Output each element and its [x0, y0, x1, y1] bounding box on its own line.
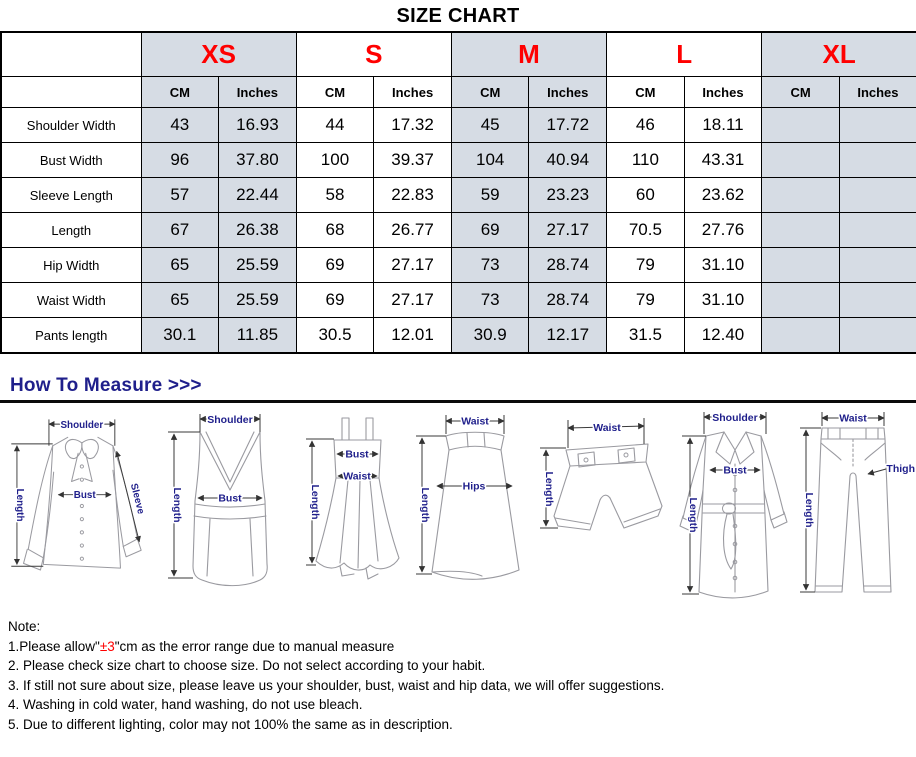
figure-label: Length — [13, 488, 25, 522]
table-row — [1, 318, 916, 354]
figure-blouse — [0, 406, 160, 606]
figure-label: Waist — [839, 412, 867, 425]
unit-header-m-inches: Inches — [529, 77, 607, 108]
value-cell — [839, 318, 916, 354]
value-cell: 12.17 — [529, 318, 607, 354]
value-cell: 27.17 — [374, 283, 452, 318]
value-cell: 68 — [296, 213, 374, 248]
figure-label: Waist — [343, 470, 371, 483]
unit-header-xl-cm: CM — [762, 77, 840, 108]
corner-cell — [1, 32, 141, 77]
note-line-2: 2. Please check size chart to choose size. Do not select according to your habit. — [8, 658, 486, 673]
value-cell: 100 — [296, 143, 374, 178]
notes-heading: Note: — [8, 619, 41, 634]
value-cell — [762, 283, 840, 318]
how-to-measure-heading: How To Measure >>> — [10, 375, 202, 396]
size-header-m: M — [451, 32, 606, 77]
value-cell — [762, 178, 840, 213]
value-cell: 43.31 — [684, 143, 762, 178]
note-line-1 — [8, 637, 916, 657]
value-cell: 40.94 — [529, 143, 607, 178]
figure-label: Hips — [462, 480, 486, 493]
notes-section — [0, 608, 916, 734]
figure-label: Sleeve — [127, 482, 147, 516]
figure-label: Bust — [73, 490, 96, 501]
unit-header-l-inches: Inches — [684, 77, 762, 108]
value-cell: 45 — [451, 108, 529, 143]
value-cell: 58 — [296, 178, 374, 213]
value-cell: 12.01 — [374, 318, 452, 354]
table-row — [1, 283, 916, 318]
value-cell — [839, 143, 916, 178]
value-cell: 30.9 — [451, 318, 529, 354]
size-header-xl: XL — [762, 32, 916, 77]
unit-header-row — [1, 77, 916, 108]
value-cell: 28.74 — [529, 283, 607, 318]
size-header-l: L — [607, 32, 762, 77]
value-cell: 79 — [607, 283, 685, 318]
measure-figures — [0, 406, 916, 608]
figure-label: Waist — [593, 422, 621, 434]
unit-header-s-inches: Inches — [374, 77, 452, 108]
figure-label: Shoulder — [60, 419, 104, 431]
value-cell: 73 — [451, 283, 529, 318]
unit-header-xs-inches: Inches — [219, 77, 297, 108]
table-row — [1, 143, 916, 178]
size-header-row — [1, 32, 916, 77]
figure-label: Length — [803, 492, 815, 528]
value-cell: 25.59 — [219, 283, 297, 318]
row-label: Bust Width — [1, 143, 141, 178]
value-cell: 26.38 — [219, 213, 297, 248]
value-cell: 69 — [296, 283, 374, 318]
value-cell: 12.40 — [684, 318, 762, 354]
value-cell: 110 — [607, 143, 685, 178]
value-cell: 30.5 — [296, 318, 374, 354]
size-header-s: S — [296, 32, 451, 77]
value-cell: 60 — [607, 178, 685, 213]
figure-label: Bust — [723, 464, 747, 477]
note-1-suffix: "cm as the error range due to manual measure — [114, 638, 395, 654]
note-line-4: 4. Washing in cold water, hand washing, do not use bleach. — [8, 697, 363, 712]
table-row — [1, 178, 916, 213]
figure-label: Waist — [461, 415, 489, 428]
value-cell: 30.1 — [141, 318, 219, 354]
figure-label: Bust — [345, 448, 369, 461]
value-cell: 57 — [141, 178, 219, 213]
value-cell: 67 — [141, 213, 219, 248]
size-header-xs: XS — [141, 32, 296, 77]
value-cell — [839, 213, 916, 248]
table-row — [1, 108, 916, 143]
unit-header-m-cm: CM — [451, 77, 529, 108]
value-cell: 69 — [451, 213, 529, 248]
value-cell: 22.44 — [219, 178, 297, 213]
row-label: Shoulder Width — [1, 108, 141, 143]
value-cell — [762, 143, 840, 178]
row-label: Hip Width — [1, 248, 141, 283]
value-cell: 22.83 — [374, 178, 452, 213]
size-chart-table — [0, 31, 916, 354]
unit-header-s-cm: CM — [296, 77, 374, 108]
figure-label: Length — [419, 487, 431, 523]
note-1-prefix: 1.Please allow" — [8, 638, 100, 654]
figure-pants — [796, 406, 916, 606]
value-cell: 69 — [296, 248, 374, 283]
table-row — [1, 213, 916, 248]
value-cell: 16.93 — [219, 108, 297, 143]
value-cell: 104 — [451, 143, 529, 178]
figure-coat — [666, 406, 796, 606]
value-cell — [762, 318, 840, 354]
value-cell: 44 — [296, 108, 374, 143]
value-cell: 11.85 — [219, 318, 297, 354]
note-1-tolerance: ±3 — [99, 638, 115, 654]
value-cell: 65 — [141, 248, 219, 283]
unit-header-xs-cm: CM — [141, 77, 219, 108]
figure-dress — [300, 406, 412, 606]
value-cell: 28.74 — [529, 248, 607, 283]
value-cell: 17.72 — [529, 108, 607, 143]
value-cell: 27.76 — [684, 213, 762, 248]
value-cell: 59 — [451, 178, 529, 213]
figure-label: Length — [309, 484, 321, 520]
value-cell: 27.17 — [529, 213, 607, 248]
value-cell: 79 — [607, 248, 685, 283]
note-line-3: 3. If still not sure about size, please leave us your shoulder, bust, waist and hip data, we will offer suggestions. — [8, 677, 665, 693]
value-cell: 25.59 — [219, 248, 297, 283]
figure-tank-top — [160, 406, 300, 606]
unit-header-xl-inches: Inches — [839, 77, 916, 108]
row-label: Sleeve Length — [1, 178, 141, 213]
value-cell: 31.10 — [684, 283, 762, 318]
value-cell — [762, 248, 840, 283]
value-cell: 23.62 — [684, 178, 762, 213]
value-cell: 43 — [141, 108, 219, 143]
figure-label: Length — [687, 497, 699, 533]
figure-shorts — [534, 406, 666, 606]
note-line-5: 5. Due to different lighting, color may not 100% the same as in description. — [8, 716, 453, 732]
value-cell: 31.5 — [607, 318, 685, 354]
value-cell — [839, 178, 916, 213]
figure-skirt — [412, 406, 534, 606]
value-cell: 37.80 — [219, 143, 297, 178]
value-cell — [762, 213, 840, 248]
corner-cell — [1, 77, 141, 108]
value-cell: 31.10 — [684, 248, 762, 283]
page-title: SIZE CHART — [396, 5, 520, 27]
table-row — [1, 248, 916, 283]
row-label: Length — [1, 213, 141, 248]
value-cell: 27.17 — [374, 248, 452, 283]
value-cell — [839, 283, 916, 318]
value-cell: 26.77 — [374, 213, 452, 248]
value-cell: 18.11 — [684, 108, 762, 143]
how-to-measure-section — [0, 375, 916, 403]
value-cell — [839, 248, 916, 283]
value-cell: 73 — [451, 248, 529, 283]
value-cell: 70.5 — [607, 213, 685, 248]
figure-label: Shoulder — [712, 412, 758, 424]
value-cell: 39.37 — [374, 143, 452, 178]
unit-header-l-cm: CM — [607, 77, 685, 108]
value-cell — [839, 108, 916, 143]
figure-label: Length — [543, 471, 555, 507]
row-label: Waist Width — [1, 283, 141, 318]
figure-label: Thigh — [886, 463, 915, 475]
value-cell: 46 — [607, 108, 685, 143]
figure-label: Shoulder — [207, 414, 253, 426]
value-cell: 23.23 — [529, 178, 607, 213]
figure-label: Length — [171, 487, 183, 523]
value-cell — [762, 108, 840, 143]
value-cell: 17.32 — [374, 108, 452, 143]
value-cell: 65 — [141, 283, 219, 318]
figure-label: Bust — [218, 492, 242, 505]
row-label: Pants length — [1, 318, 141, 354]
value-cell: 96 — [141, 143, 219, 178]
